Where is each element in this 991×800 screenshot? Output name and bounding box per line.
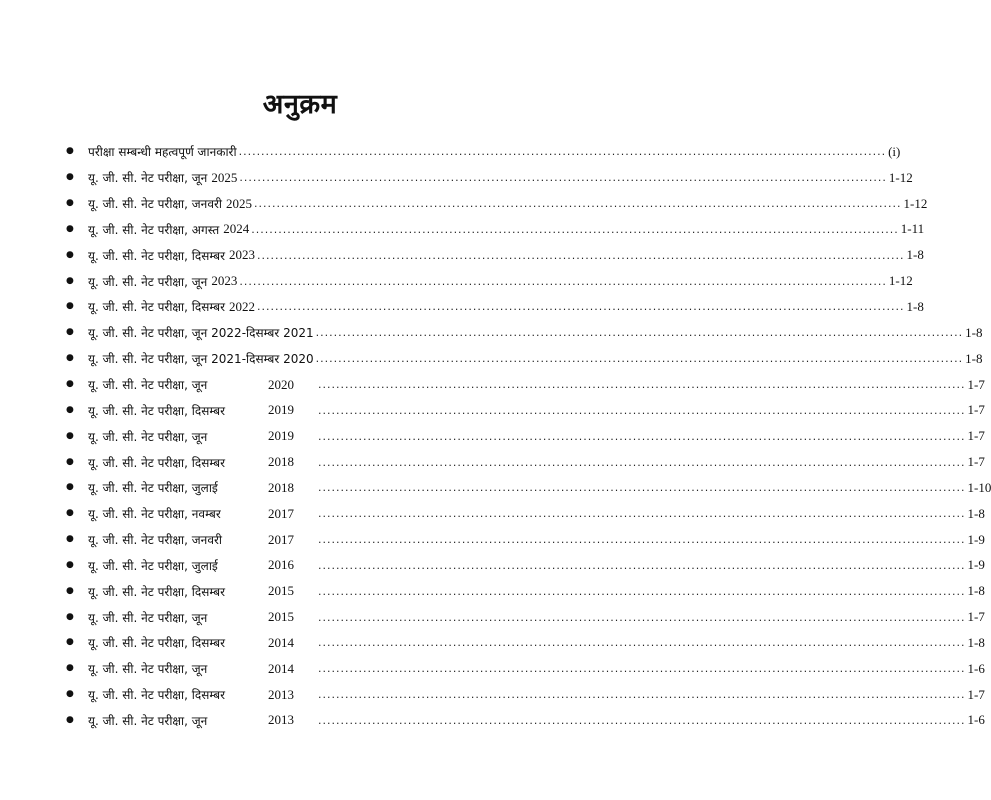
toc-entry-label: यू. जी. सी. नेट परीक्षा, जुलाई: [88, 558, 218, 573]
toc-entry-year: 2016: [268, 557, 294, 573]
dot-leader: ................................................................................................................................................: [318, 713, 966, 727]
toc-entry-page-number: 1-8: [906, 247, 924, 263]
bullet-icon: ●: [66, 249, 74, 260]
dot-leader: ................................................................................................................................................: [239, 274, 887, 288]
toc-entry-label: यू. जी. सी. नेट परीक्षा, दिसम्बर: [88, 636, 226, 651]
toc-entry: [66, 578, 985, 604]
toc-entry: [66, 217, 925, 243]
toc-entry-label: यू. जी. सी. नेट परीक्षा, दिसम्बर: [88, 688, 226, 703]
toc-entry-year: 2019: [268, 402, 294, 418]
toc-entry: [66, 682, 985, 708]
toc-entry-year: 2017: [268, 505, 294, 521]
dot-leader: ................................................................................................................................................: [318, 455, 966, 469]
bullet-icon: ●: [66, 430, 74, 441]
toc-entry-page-number: 1-7: [967, 686, 985, 702]
dot-leader: ................................................................................................................................................: [318, 378, 966, 392]
toc-entry-label: यू. जी. सी. नेट परीक्षा, जून 2021-दिसम्बर 2020: [88, 352, 314, 367]
bullet-icon: ●: [66, 559, 74, 570]
bullet-icon: ●: [66, 689, 74, 700]
toc-entry-label: यू. जी. सी. नेट परीक्षा, जून 2022-दिसम्बर 2021: [88, 326, 314, 341]
toc-entry: [66, 320, 983, 346]
toc-entry-page-number: 1-7: [967, 402, 985, 418]
toc-entry-year: 2023: [211, 273, 238, 289]
bullet-icon: ●: [66, 327, 74, 338]
bullet-icon: ●: [66, 663, 74, 674]
bullet-icon: ●: [66, 404, 74, 415]
toc-entry-page-number: 1-9: [967, 557, 985, 573]
toc-entry-page-number: 1-7: [967, 428, 985, 444]
toc-entry-page-number: 1-9: [967, 531, 985, 547]
bullet-icon: ●: [66, 585, 74, 596]
toc-entry-label: यू. जी. सी. नेट परीक्षा, जून: [88, 713, 208, 728]
dot-leader: ................................................................................................................................................: [318, 636, 966, 650]
toc-entry-label: यू. जी. सी. नेट परीक्षा, दिसम्बर: [88, 584, 226, 599]
bullet-icon: ●: [66, 275, 74, 286]
toc-entry-label: यू. जी. सी. नेट परीक्षा, जुलाई: [88, 481, 218, 496]
toc-entry-page-number: 1-6: [967, 660, 985, 676]
toc-entry-year: 2024: [223, 221, 250, 237]
toc-entry-year: 2017: [268, 531, 294, 547]
toc-entry: [66, 604, 985, 630]
bullet-icon: ●: [66, 198, 74, 209]
dot-leader: ................................................................................................................................................: [238, 145, 887, 159]
toc-entry: [66, 191, 928, 217]
toc-entry-label: यू. जी. सी. नेट परीक्षा, नवम्बर: [88, 507, 221, 522]
dot-leader: ................................................................................................................................................: [239, 171, 887, 185]
toc-entry-year: 2013: [268, 686, 294, 702]
toc-entry-page-number: 1-6: [967, 712, 985, 728]
bullet-icon: ●: [66, 301, 74, 312]
toc-entry: [66, 139, 901, 165]
toc-entry-label: यू. जी. सी. नेट परीक्षा, दिसम्बर: [88, 403, 226, 418]
toc-entry-page-number: 1-10: [967, 479, 991, 495]
toc-entry-page-number: 1-8: [965, 324, 983, 340]
toc-entry-page-number: 1-8: [967, 505, 985, 521]
toc-entry-page-number: 1-7: [967, 609, 985, 625]
toc-entry-year: 2014: [268, 660, 294, 676]
toc-entry-page-number: 1-8: [906, 298, 924, 314]
toc-entry-page-number: 1-12: [888, 273, 913, 289]
dot-leader: ................................................................................................................................................: [318, 610, 966, 624]
toc-entry: [66, 527, 985, 553]
toc-entry: [66, 372, 985, 398]
dot-leader: ................................................................................................................................................: [318, 429, 966, 443]
bullet-icon: ●: [66, 456, 74, 467]
dot-leader: ................................................................................................................................................: [257, 300, 905, 314]
toc-entry-year: 2015: [268, 583, 294, 599]
toc-entry-page-number: 1-11: [900, 221, 925, 237]
toc-entry-year: 2022: [229, 298, 256, 314]
bullet-icon: ●: [66, 172, 74, 183]
toc-entry-year: 2014: [268, 634, 294, 650]
bullet-icon: ●: [66, 223, 74, 234]
toc-entry-year: 2023: [229, 247, 256, 263]
dot-leader: ................................................................................................................................................: [318, 533, 966, 547]
bullet-icon: ●: [66, 508, 74, 519]
page-title: अनुक्रम: [262, 89, 338, 120]
toc-entry-page-number: (i): [888, 143, 901, 159]
bullet-icon: ●: [66, 637, 74, 648]
toc-entry-page-number: 1-8: [967, 583, 985, 599]
dot-leader: ................................................................................................................................................: [254, 197, 902, 211]
toc-entry: [66, 656, 985, 682]
toc-entry-label: यू. जी. सी. नेट परीक्षा, जनवरी: [88, 197, 223, 212]
toc-entry-year: 2020: [268, 376, 294, 392]
toc-entry-year: 2015: [268, 609, 294, 625]
toc-entry-label: यू. जी. सी. नेट परीक्षा, दिसम्बर: [88, 300, 226, 315]
bullet-icon: ●: [66, 146, 74, 157]
toc-entry-year: 2013: [268, 712, 294, 728]
toc-entry-label: यू. जी. सी. नेट परीक्षा, दिसम्बर: [88, 248, 226, 263]
toc-entry: [66, 501, 985, 527]
dot-leader: ................................................................................................................................................: [318, 481, 966, 495]
toc-entry: [66, 708, 985, 734]
dot-leader: ................................................................................................................................................: [257, 248, 905, 262]
dot-leader: ................................................................................................................................................: [315, 326, 964, 340]
dot-leader: ................................................................................................................................................: [318, 403, 966, 417]
bullet-icon: ●: [66, 379, 74, 390]
toc-entry-page-number: 1-12: [903, 195, 928, 211]
toc-entry-year: 2018: [268, 479, 294, 495]
toc-entry-label: यू. जी. सी. नेट परीक्षा, जनवरी: [88, 533, 223, 548]
toc-entry: [66, 630, 985, 656]
dot-leader: ................................................................................................................................................: [318, 662, 966, 676]
toc-entry-page-number: 1-7: [967, 376, 985, 392]
dot-leader: ................................................................................................................................................: [318, 558, 966, 572]
toc-entry: [66, 294, 924, 320]
toc-entry-label: परीक्षा सम्बन्धी महत्वपूर्ण जानकारी: [88, 145, 237, 160]
toc-entry-label: यू. जी. सी. नेट परीक्षा, जून: [88, 171, 208, 186]
toc-entry-year: 2025: [226, 195, 253, 211]
toc-entry-year: 2025: [211, 169, 238, 185]
table-of-contents: [66, 139, 991, 733]
toc-entry-label: यू. जी. सी. नेट परीक्षा, जून: [88, 378, 208, 393]
toc-entry-label: यू. जी. सी. नेट परीक्षा, जून: [88, 274, 208, 289]
bullet-icon: ●: [66, 611, 74, 622]
toc-entry-page-number: 1-7: [967, 454, 985, 470]
bullet-icon: ●: [66, 714, 74, 725]
toc-entry: [66, 242, 924, 268]
dot-leader: ................................................................................................................................................: [251, 222, 899, 236]
dot-leader: ................................................................................................................................................: [318, 584, 966, 598]
toc-entry-page-number: 1-12: [888, 169, 913, 185]
dot-leader: ................................................................................................................................................: [318, 688, 966, 702]
dot-leader: ................................................................................................................................................: [318, 507, 966, 521]
toc-entry-page-number: 1-8: [967, 634, 985, 650]
toc-entry-label: यू. जी. सी. नेट परीक्षा, अगस्त: [88, 222, 220, 237]
toc-entry: [66, 346, 983, 372]
toc-entry: [66, 553, 985, 579]
toc-entry: [66, 475, 991, 501]
toc-entry-label: यू. जी. सी. नेट परीक्षा, जून: [88, 662, 208, 677]
toc-entry-label: यू. जी. सी. नेट परीक्षा, दिसम्बर: [88, 455, 226, 470]
toc-entry: [66, 449, 985, 475]
toc-entry: [66, 423, 985, 449]
toc-entry: [66, 165, 913, 191]
toc-entry-year: 2018: [268, 454, 294, 470]
dot-leader: ................................................................................................................................................: [315, 352, 964, 366]
toc-entry: [66, 397, 985, 423]
toc-entry: [66, 268, 913, 294]
bullet-icon: ●: [66, 482, 74, 493]
toc-entry-label: यू. जी. सी. नेट परीक्षा, जून: [88, 610, 208, 625]
toc-entry-year: 2019: [268, 428, 294, 444]
bullet-icon: ●: [66, 353, 74, 364]
toc-entry-page-number: 1-8: [965, 350, 983, 366]
toc-entry-label: यू. जी. सी. नेट परीक्षा, जून: [88, 429, 208, 444]
bullet-icon: ●: [66, 534, 74, 545]
